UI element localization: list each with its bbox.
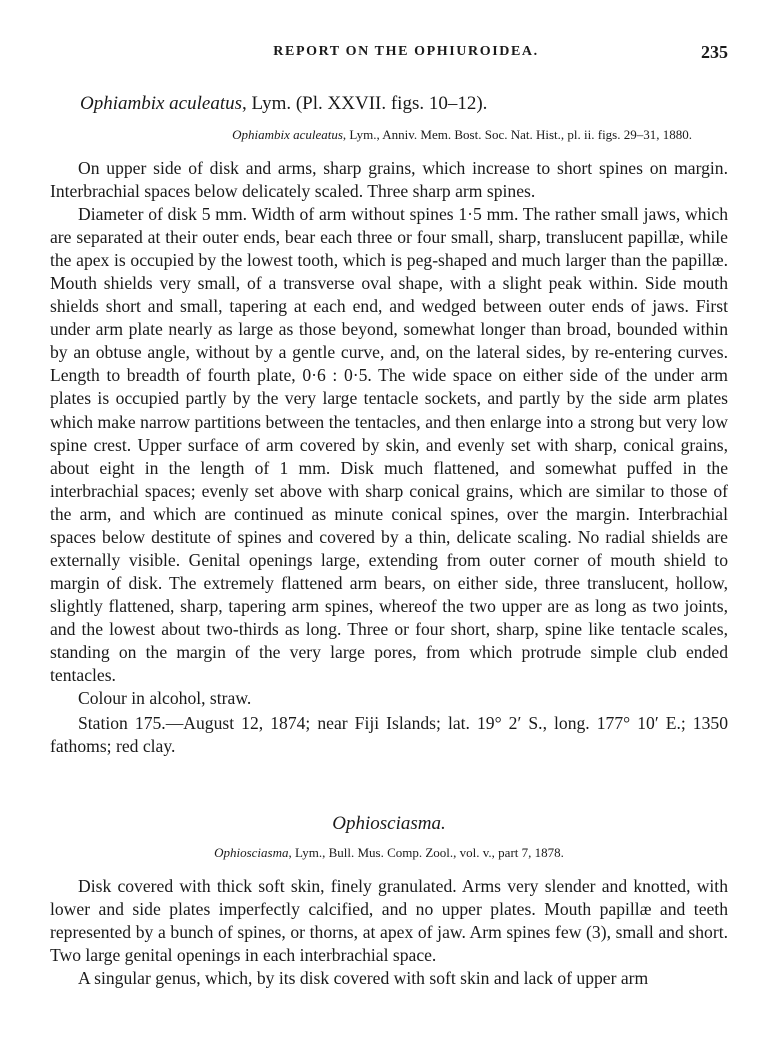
genus-remarks-paragraph: A singular genus, which, by its disk covered with soft skin and lack of upper arm <box>78 968 649 989</box>
page <box>50 44 728 990</box>
genus-citation <box>50 844 728 861</box>
page-number: 235 <box>701 42 728 62</box>
species-heading <box>80 92 728 116</box>
running-head <box>50 44 728 70</box>
genus-heading: Ophiosciasma. <box>332 813 446 835</box>
species-station-paragraph: Station 175.—August 12, 1874; near Fiji Islands; lat. 19° 2′ S., long. 177° 10′ E.; 1350 fathoms; red clay. <box>50 713 728 757</box>
species-colour-paragraph: Colour in alcohol, straw. <box>78 688 252 709</box>
species-summary-paragraph: On upper side of disk and arms, sharp grains, which increase to short spines on margin. Interbrachial spaces below delicately scaled. Three sharp arm spines. <box>50 158 728 202</box>
genus-citation-name: Ophiosciasma <box>214 845 289 861</box>
species-name: Ophiambix aculeatus <box>80 93 243 114</box>
genus-citation-rest: , Lym., Bull. Mus. Comp. Zool., vol. v., part 7, 1878. <box>288 845 564 861</box>
species-citation <box>50 126 728 143</box>
species-citation-name: Ophiambix aculeatus <box>232 127 343 142</box>
species-author-plate: , Lym. (Pl. XXVII. figs. 10–12). <box>242 93 488 114</box>
species-description-paragraph: Diameter of disk 5 mm. Width of arm without spines 1·5 mm. The rather small jaws, which are separated at their outer ends, bear each three or four small, sharp, translucent papillæ, while the apex is occupied by the lowest tooth, which is peg-shaped and much larger than the papillæ. Mouth shields very small, of a transverse oval shape, with a slight peak within. Side mouth shields short and small, tapering at each end, and wedged between outer ends of jaws. First under arm plate nearly as large as those beyond, somewhat longer than broad, bounded within by an obtuse angle, without by a gentle curve, and, on the lateral sides, by re-entering curves. Length to breadth of fourth plate, 0·6 : 0·5. The wide space on either side of the under arm plates is occupied partly by the very large tentacle sockets, and partly by the side arm plates which make narrow partitions between the tentacles, and then enlarge into a strong but very low spine crest. Upper surface of arm covered by skin, and evenly set with sharp, conical grains, about eight in the length of 1 mm. Disk much flattened, and somewhat puffed in the interbrachial spaces; evenly set above with sharp conical grains, which are similar to those of the arm, and which are continued as minute conical spines, over the margin. Interbrachial spaces below destitute of spines and covered by a thin, delicate scaling. No radial shields are externally visible. Genital openings large, extending from outer corner of mouth shield to margin of disk. The extremely flattened arm bears, on either side, three translucent, hollow, slightly flattened, sharp, tapering arm spines, whereof the two upper are as long as two joints, and the lowest about two-thirds as long. Three or four short, sharp, spine like tentacle scales, standing on the margin of the very large pores, from which protrude simple club ended tentacles. <box>50 204 728 686</box>
species-citation-rest: , Lym., Anniv. Mem. Bost. Soc. Nat. Hist., pl. ii. figs. 29–31, 1880. <box>342 127 692 142</box>
running-head-title: REPORT ON THE OPHIUROIDEA. <box>273 44 539 59</box>
genus-diagnosis-paragraph: Disk covered with thick soft skin, finely granulated. Arms very slender and knotted, with lower and side plates imperfectly calcified, and no upper plates. Mouth papillæ and teeth represented by a bunch of spines, or thorns, at apex of jaw. Arm spines few (3), small and short. Two large genital openings in each interbrachial space. <box>50 876 728 966</box>
